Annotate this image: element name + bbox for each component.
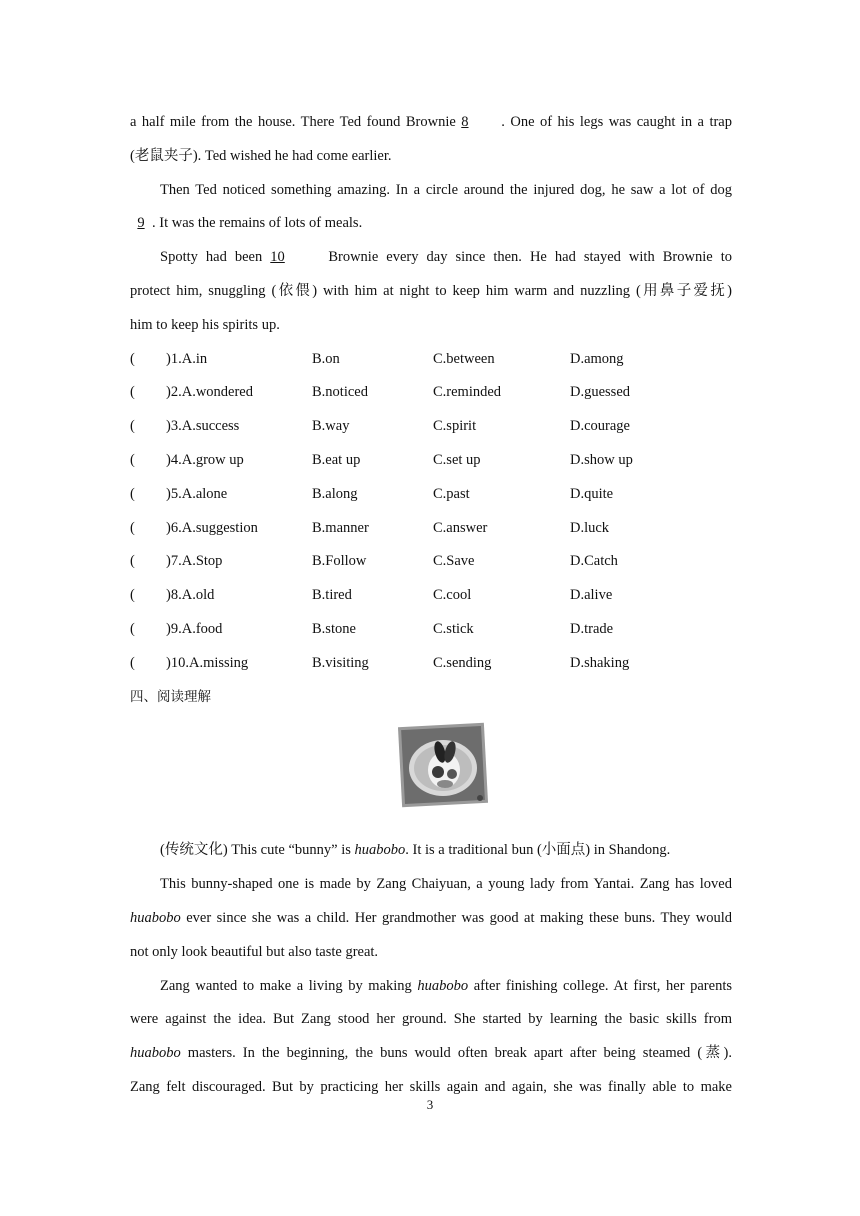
text-span: after finishing college. At first, her parents [468,977,732,994]
text-line [130,902,732,936]
page-number: 3 [426,1097,434,1112]
question-number: 6. [170,519,182,536]
question-number: 3. [170,418,182,435]
option-d: D.luck [570,519,610,536]
option-c: C.stick [433,620,474,637]
option-row [130,478,732,512]
option-a [166,647,248,681]
question-number: 7. [170,553,182,570]
option-row [130,579,732,613]
option-a-text: A.success [181,418,240,435]
answer-bracket-close: ) [166,587,171,604]
answer-bracket-open: ( [130,553,135,570]
blank-10: 10 [270,249,285,266]
option-b: B.Follow [312,553,367,570]
italic-term: huabobo [354,842,406,859]
option-c: C.reminded [433,384,502,401]
option-a [166,545,222,579]
option-a [166,579,214,613]
option-c: C.between [433,350,495,367]
text-line [130,970,732,1004]
option-c: C.answer [433,519,488,536]
option-a [166,444,244,478]
text-span: ever since she was a child. Her grandmother was good at making these buns. They would [180,909,732,926]
text-span: Spotty had been [160,249,271,266]
option-a [166,613,222,647]
text-line [130,1037,732,1071]
options-list [130,343,732,681]
text-line: protect him, snuggling (依偎) with him at night to keep him warm and nuzzling (用鼻子爱抚) [130,282,732,299]
text-line: not only look beautiful but also taste great. [130,943,379,960]
huabobo-figure [130,714,732,834]
option-a [166,478,227,512]
option-d: D.show up [570,451,633,468]
option-b: B.noticed [312,384,368,401]
answer-bracket-open: ( [130,451,135,468]
answer-bracket-close: ) [166,519,171,536]
option-d: D.trade [570,620,614,637]
option-row [130,545,732,579]
option-a [166,512,258,546]
answer-bracket-open: ( [130,587,135,604]
text-span: . It was the remains of lots of meals. [152,215,363,232]
answer-bracket-close: ) [166,485,171,502]
option-a-text: A.alone [181,485,228,502]
option-d: D.shaking [570,654,630,671]
blank-9: 9 [137,215,145,232]
document-page [130,106,732,1105]
text-line: (老鼠夹子). Ted wished he had come earlier. [130,147,392,164]
section-heading: 四、阅读理解 [130,688,211,705]
answer-bracket-close: ) [166,451,171,468]
option-a-text: A.Stop [181,553,223,570]
text-span: (传统文化) This cute “bunny” is [160,842,355,859]
option-row [130,376,732,410]
option-b: B.along [312,485,358,502]
text-line: him to keep his spirits up. [130,316,280,333]
text-line: Zang felt discouraged. But by practicing her skills again and again, she was finally able to make [130,1078,732,1095]
option-d: D.quite [570,485,614,502]
option-a-text: A.food [181,620,223,637]
text-line: This bunny-shaped one is made by Zang Chaiyuan, a young lady from Yantai. Zang has loved [160,876,732,893]
answer-bracket-open: ( [130,350,135,367]
question-number: 10. [170,654,189,671]
option-b: B.eat up [312,451,361,468]
answer-bracket-open: ( [130,654,135,671]
option-d: D.guessed [570,384,631,401]
text-line [130,241,732,275]
option-row [130,444,732,478]
option-c: C.set up [433,451,481,468]
italic-term: huabobo [130,1045,181,1062]
text-line [130,106,732,140]
option-c: C.Save [433,553,475,570]
answer-bracket-close: ) [166,553,171,570]
blank-8: 8 [461,114,469,130]
text-span: . It is a traditional bun (小面点) in Shandong. [405,842,671,859]
option-row [130,410,732,444]
option-c: C.sending [433,654,492,671]
text-span: a half mile from the house. There Ted found Brownie [130,114,462,130]
answer-bracket-close: ) [166,654,171,671]
text-line: were against the idea. But Zang stood her ground. She started by learning the basic skills from [130,1011,732,1028]
option-c: C.cool [433,587,472,604]
answer-bracket-open: ( [130,519,135,536]
question-number: 4. [170,451,182,468]
option-d: D.among [570,350,624,367]
option-b: B.stone [312,620,356,637]
text-span: . One of his legs was caught in a trap [501,114,732,130]
option-b: B.on [312,350,340,367]
option-d: D.Catch [570,553,618,570]
option-d: D.courage [570,418,630,435]
question-number: 5. [170,485,182,502]
option-a-text: A.old [181,587,215,604]
option-c: C.spirit [433,418,477,435]
option-d: D.alive [570,587,613,604]
question-number: 9. [170,620,182,637]
answer-bracket-open: ( [130,485,135,502]
answer-bracket-close: ) [166,384,171,401]
option-a [166,376,253,410]
text-line [130,207,732,241]
option-b: B.way [312,418,350,435]
option-row [130,613,732,647]
question-number: 8. [170,587,182,604]
option-a [166,343,207,377]
option-b: B.manner [312,519,369,536]
answer-bracket-close: ) [166,350,171,367]
answer-bracket-close: ) [166,620,171,637]
text-span: masters. In the beginning, the buns would often break apart after being steamed (蒸). [180,1045,732,1062]
option-a [166,410,239,444]
huabobo-bun-image [398,722,490,808]
option-row [130,647,732,681]
option-row [130,512,732,546]
option-a-text: A.in [181,350,208,367]
option-a-text: A.suggestion [181,519,258,536]
italic-term: huabobo [417,977,469,994]
text-span: Brownie every day since then. He had stayed with Brownie to [328,249,732,266]
option-a-text: A.grow up [181,451,244,468]
answer-bracket-open: ( [130,384,135,401]
answer-bracket-close: ) [166,418,171,435]
question-number: 2. [170,384,182,401]
option-b: B.visiting [312,654,369,671]
text-line: Then Ted noticed something amazing. In a circle around the injured dog, he saw a lot of dog [160,181,732,198]
option-a-text: A.wondered [181,384,253,401]
option-a-text: A.missing [188,654,249,671]
italic-term: huabobo [130,909,181,926]
option-b: B.tired [312,587,352,604]
option-c: C.past [433,485,470,502]
text-span: Zang wanted to make a living by making [160,977,418,994]
answer-bracket-open: ( [130,418,135,435]
option-row [130,343,732,377]
question-number: 1. [170,350,182,367]
answer-bracket-open: ( [130,620,135,637]
text-line [130,834,732,868]
